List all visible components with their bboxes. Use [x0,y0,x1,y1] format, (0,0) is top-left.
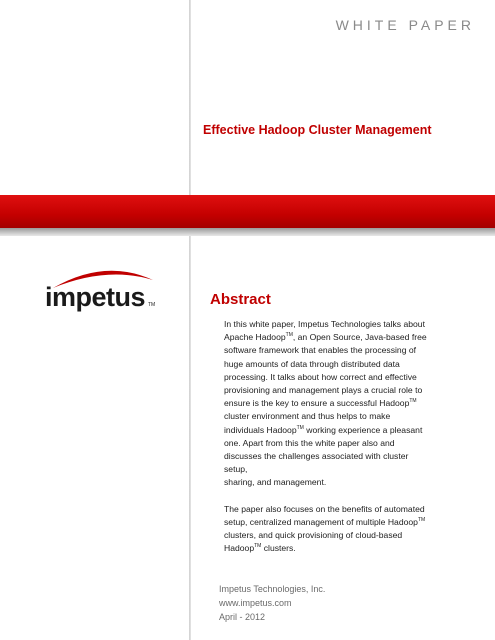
trademark-superscript: TM [409,398,417,405]
footer-company: Impetus Technologies, Inc. [219,584,326,594]
trademark-superscript: TM [417,517,426,524]
footer-website: www.impetus.com [219,598,292,608]
abstract-heading: Abstract [210,291,271,308]
trademark-superscript: TM [285,332,293,339]
abstract-paragraph-1: In this white paper, Impetus Technologies talks about Apache Hadoop™, an Open Source, Java-based free software framework that enables the processing of huge amounts of data through distributed data processing. It talks about how correct and effective provisioning and management plays a crucial role to ensure is the key to ensure a successful Hadoop™ cluster environment and thus helps to make individuals Hadoop™ working experience a pleasant one. Apart from this the white paper also and discusses the challenges associated with cluster setup, sharing, and management. [224,319,427,488]
vertical-divider-line [189,0,191,640]
document-title: Effective Hadoop Cluster Management [203,123,432,137]
document-type-label: WHITE PAPER [335,17,475,33]
banner-shadow [0,228,495,236]
logo-wordmark: impetus [45,282,146,312]
abstract-paragraph-2: The paper also focuses on the benefits of automated setup, centralized management of multiple Hadoop™ clusters, and quick provisioning of cloud-based Hadoop™ clusters. [224,503,426,554]
red-banner [0,195,495,228]
trademark-superscript: TM [254,543,262,550]
footer-date: April - 2012 [219,612,266,622]
logo-trademark: TM [148,302,156,308]
impetus-logo [45,262,160,322]
abstract-body [224,318,429,569]
trademark-superscript: TM [296,424,304,431]
footer-info [219,582,325,624]
